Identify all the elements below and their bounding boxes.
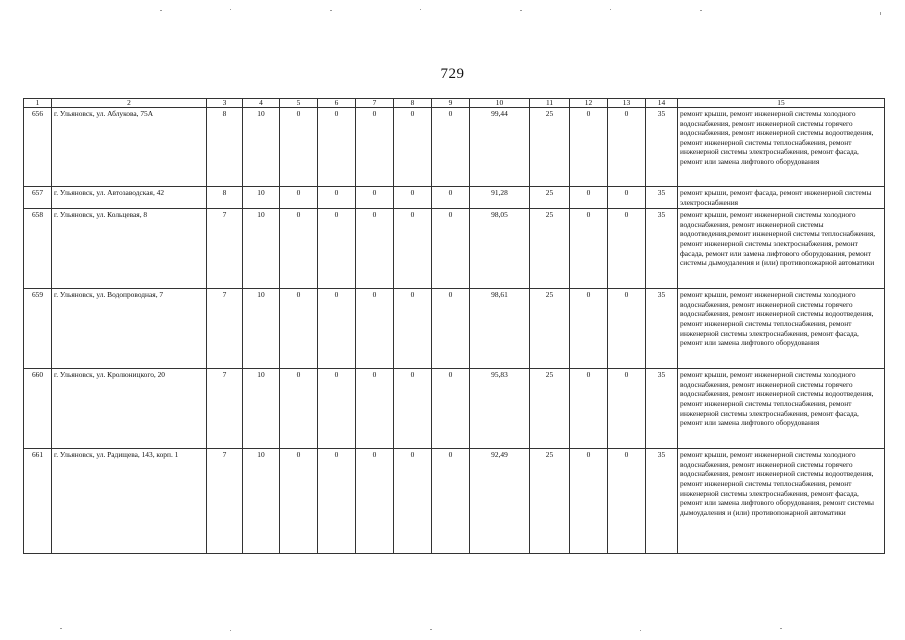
address-cell: г. Ульяновск, ул. Аблукова, 75А (52, 108, 207, 187)
column-header: 9 (432, 99, 470, 108)
row-number: 661 (24, 449, 52, 554)
works-cell: ремонт крыши, ремонт инженерной системы холодного водоснабжения, ремонт инженерной системы водоотведения,ремонт инженерной системы теплоснабжения, ремонт инженерной системы электроснабжения, ремонт фасада, ремонт или замена лифтового оборудования, ремонт системы дымоудаления и (или) противопожарной автоматики (678, 209, 885, 289)
value-cell: 0 (356, 187, 394, 209)
value-cell: 35 (646, 369, 678, 449)
value-cell: 0 (570, 369, 608, 449)
value-cell: 8 (207, 187, 243, 209)
value-cell: 25 (530, 187, 570, 209)
value-cell: 91,28 (470, 187, 530, 209)
column-header: 3 (207, 99, 243, 108)
column-header: 12 (570, 99, 608, 108)
value-cell: 25 (530, 289, 570, 369)
value-cell: 25 (530, 369, 570, 449)
value-cell: 7 (207, 449, 243, 554)
column-header: 15 (678, 99, 885, 108)
address-cell: г. Ульяновск, ул. Радищева, 143, корп. 1 (52, 449, 207, 554)
column-header: 1 (24, 99, 52, 108)
value-cell: 0 (280, 369, 318, 449)
works-cell: ремонт крыши, ремонт инженерной системы холодного водоснабжения, ремонт инженерной системы горячего водоснабжения, ремонт инженерной системы водоотведения, ремонт инженерной системы теплоснабжения, ремонт инженерной системы электроснабжения, ремонт фасада, ремонт или замена лифтового оборудования (678, 369, 885, 449)
value-cell: 0 (608, 369, 646, 449)
value-cell: 0 (570, 449, 608, 554)
value-cell: 0 (394, 209, 432, 289)
value-cell: 0 (318, 209, 356, 289)
value-cell: 0 (394, 369, 432, 449)
value-cell: 0 (608, 449, 646, 554)
row-number: 658 (24, 209, 52, 289)
value-cell: 99,44 (470, 108, 530, 187)
table-row (24, 187, 885, 209)
value-cell: 0 (394, 289, 432, 369)
value-cell: 0 (280, 449, 318, 554)
works-cell: ремонт крыши, ремонт фасада, ремонт инженерной системы электроснабжения (678, 187, 885, 209)
value-cell: 0 (432, 108, 470, 187)
value-cell: 0 (394, 449, 432, 554)
value-cell: 0 (570, 108, 608, 187)
value-cell: 0 (318, 289, 356, 369)
row-number: 660 (24, 369, 52, 449)
table-row (24, 108, 885, 187)
value-cell: 0 (318, 108, 356, 187)
table-row (24, 449, 885, 554)
value-cell: 0 (432, 449, 470, 554)
value-cell: 0 (608, 187, 646, 209)
value-cell: 10 (243, 369, 280, 449)
column-header: 5 (280, 99, 318, 108)
value-cell: 25 (530, 108, 570, 187)
row-number: 659 (24, 289, 52, 369)
value-cell: 95,83 (470, 369, 530, 449)
column-header: 7 (356, 99, 394, 108)
value-cell: 0 (608, 209, 646, 289)
value-cell: 0 (318, 187, 356, 209)
works-cell: ремонт крыши, ремонт инженерной системы холодного водоснабжения, ремонт инженерной системы горячего водоснабжения, ремонт инженерной системы водоотведения, ремонт инженерной системы теплоснабжения, ремонт инженерной системы электроснабжения, ремонт фасада, ремонт или замена лифтового оборудования, ремонт системы дымоудаления и (или) противопожарной автоматики (678, 449, 885, 554)
column-header: 14 (646, 99, 678, 108)
works-cell: ремонт крыши, ремонт инженерной системы холодного водоснабжения, ремонт инженерной системы горячего водоснабжения, ремонт инженерной системы водоотведения, ремонт инженерной системы теплоснабжения, ремонт инженерной системы электроснабжения, ремонт фасада, ремонт или замена лифтового оборудования (678, 289, 885, 369)
value-cell: 10 (243, 289, 280, 369)
value-cell: 0 (608, 289, 646, 369)
row-number: 657 (24, 187, 52, 209)
value-cell: 10 (243, 209, 280, 289)
value-cell: 0 (432, 209, 470, 289)
value-cell: 35 (646, 209, 678, 289)
column-number-row (24, 99, 885, 108)
value-cell: 0 (356, 108, 394, 187)
table-row (24, 209, 885, 289)
value-cell: 0 (432, 289, 470, 369)
column-header: 4 (243, 99, 280, 108)
row-number: 656 (24, 108, 52, 187)
column-header: 10 (470, 99, 530, 108)
value-cell: 0 (280, 187, 318, 209)
address-cell: г. Ульяновск, ул. Автозаводская, 42 (52, 187, 207, 209)
value-cell: 0 (570, 209, 608, 289)
value-cell: 0 (318, 449, 356, 554)
value-cell: 0 (280, 209, 318, 289)
value-cell: 0 (280, 289, 318, 369)
value-cell: 0 (570, 289, 608, 369)
value-cell: 7 (207, 369, 243, 449)
value-cell: 98,05 (470, 209, 530, 289)
value-cell: 7 (207, 289, 243, 369)
address-cell: г. Ульяновск, ул. Водопроводная, 7 (52, 289, 207, 369)
table-row (24, 369, 885, 449)
value-cell: 0 (356, 449, 394, 554)
column-header: 6 (318, 99, 356, 108)
value-cell: 92,49 (470, 449, 530, 554)
value-cell: 0 (280, 108, 318, 187)
value-cell: 35 (646, 187, 678, 209)
value-cell: 0 (394, 108, 432, 187)
value-cell: 10 (243, 108, 280, 187)
value-cell: 10 (243, 187, 280, 209)
value-cell: 0 (356, 289, 394, 369)
value-cell: 10 (243, 449, 280, 554)
table-row (24, 289, 885, 369)
value-cell: 0 (394, 187, 432, 209)
value-cell: 0 (608, 108, 646, 187)
value-cell: 98,61 (470, 289, 530, 369)
value-cell: 35 (646, 108, 678, 187)
value-cell: 0 (356, 369, 394, 449)
value-cell: 0 (356, 209, 394, 289)
value-cell: 0 (432, 369, 470, 449)
value-cell: 8 (207, 108, 243, 187)
address-cell: г. Ульяновск, ул. Кольцевая, 8 (52, 209, 207, 289)
column-header: 8 (394, 99, 432, 108)
value-cell: 0 (570, 187, 608, 209)
column-header: 11 (530, 99, 570, 108)
value-cell: 35 (646, 289, 678, 369)
registry-table (23, 98, 885, 554)
value-cell: 0 (432, 187, 470, 209)
address-cell: г. Ульяновск, ул. Кролюницкого, 20 (52, 369, 207, 449)
value-cell: 35 (646, 449, 678, 554)
column-header: 2 (52, 99, 207, 108)
page-number: 729 (440, 66, 465, 82)
column-header: 13 (608, 99, 646, 108)
value-cell: 25 (530, 449, 570, 554)
value-cell: 7 (207, 209, 243, 289)
value-cell: 25 (530, 209, 570, 289)
works-cell: ремонт крыши, ремонт инженерной системы холодного водоснабжения, ремонт инженерной системы горячего водоснабжения, ремонт инженерной системы водоотведения, ремонт инженерной системы теплоснабжения, ремонт инженерной системы электроснабжения, ремонт фасада, ремонт или замена лифтового оборудования (678, 108, 885, 187)
value-cell: 0 (318, 369, 356, 449)
